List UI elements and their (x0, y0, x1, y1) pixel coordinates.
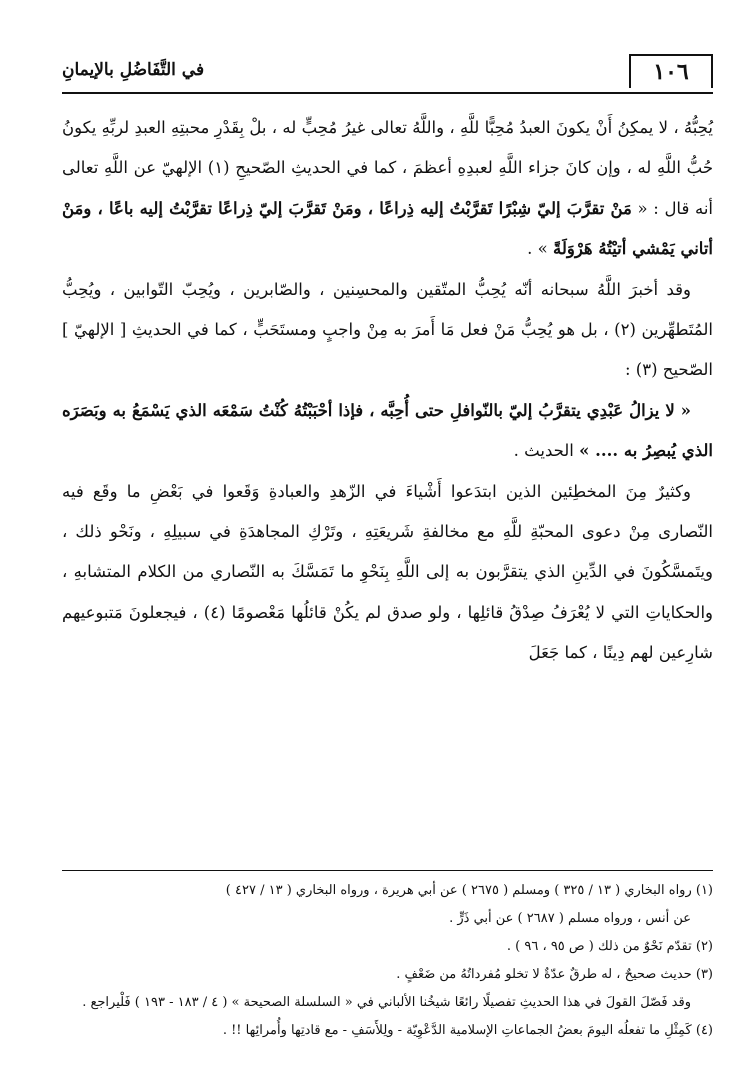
page-header (62, 48, 713, 94)
footnote-3-continued: وقد فَصّلَ القولَ في هذا الحديثِ تفصيلًا رائعًا شيخُنا الألباني في « السلسلة الصحيحة » ( ٤ / ١٨٣ - ١٩٣ ) فَلْيراجع . (82, 995, 691, 1010)
running-title: في التَّفَاضُلِ بالإيمانِ (62, 60, 205, 80)
paragraph-1-text: يُحِبُّهُ ، لا يمكِنُ أَنْ يكونَ العبدُ مُحِبًّا للَّهِ ، واللَّهُ تعالى غيرُ مُحِبٍّ له ، بلْ بِقَدْرِ محبتِهِ العبدِ لربِّهِ يكونُ حُبُّ اللَّهِ له ، وإن كانَ جزاء اللَّهِ لعبدِهِ أعظمَ ، كما في الحديثِ الصّحيحِ (١) الإلهيّ عن اللَّهِ تعالى أنه قال : « (62, 118, 714, 218)
paragraph-3-end: الحديث . (513, 441, 580, 461)
footnote-4: (٤) كَمِثْلِ ما تفعلُه اليومَ بعضُ الجماعاتِ الإسلامية الدَّعْوِيّة - ولِلأَسَفِ - مع قادتِها وأُمرائِها !! . (222, 1023, 713, 1038)
footnotes (62, 870, 713, 1045)
footnote-1-continued: عن أنس ، ورواه مسلم ( ٢٦٨٧ ) عن أبي ذَرٍّ . (449, 911, 691, 926)
main-text (62, 108, 713, 674)
paragraph-2: وقد أخبرَ اللَّهُ سبحانه أنّه يُحِبُّ المتّقين والمحسِنين ، والصّابرين ، ويُحِبّ التّوابين ، ويُحِبُّ المُتَطهِّرين (٢) ، بل هو يُحِبُّ مَنْ فعل مَا أَمرَ به مِنْ واجبٍ ومستَحَبٍّ ، كما في الحديثِ [ الإلهيّ ] الصّحيح (٣) : (62, 279, 713, 380)
paragraph-3 (62, 391, 713, 472)
footnote-2: (٢) تقدّم نَحْوٌ من ذلك ( ص ٩٥ ، ٩٦ ) . (506, 939, 713, 954)
paragraph-1-end: » . (527, 239, 553, 259)
hadith-quote-2: « لا يزالُ عَبْدِي يتقرَّبُ إليّ بالنّوافلِ حتى أُحِبَّه ، فإذا أحْبَبْتُهُ كُنْتُ سَمْعَه الذي يَسْمَعُ به وبَصَرَه الذي يُبصِرُ به .... » (62, 400, 713, 461)
paragraph-4: وكثيرٌ مِنَ المخطِئين الذين ابتدَعوا أَشْياءَ في الزّهدِ والعبادةِ وَقَعوا في بَعْضِ ما وقَع فيه النّصارى مِنْ دعوى المحبّةِ للَّهِ مع مخالفةِ شَريعَتِهِ ، وتَرْكِ المجاهدَةِ في سبيلِهِ ، ونَحْو ذلك ، ويتَمسَّكُونَ في الدِّينِ الذي يتقرَّبون به إلى اللَّهِ بِنَحْوِ ما تَمَسَّكَ به النّصاري من الكلام المتشابهِ ، والحكاياتِ التي لا يُعْرَفُ صِدْقُ قائلِها ، ولو صدق لم يكُنْ قائلُها مَعْصومًا (٤) ، فيجعلونَ مَتبوعيهم شارِعين لهم دِينًا ، كما جَعَلَ (62, 481, 713, 663)
footnote-1: (١) رواه البخاري ( ١٣ / ٣٢٥ ) ومسلم ( ٢٦٧٥ ) عن أبي هريرة ، ورواه البخاري ( ١٣ / ٤٢٧ ) (225, 883, 713, 898)
paragraph-1 (62, 108, 713, 270)
footnote-3: (٣) حديث صحيحٌ ، له طرقٌ عدّةٌ لا تخلو مُفرداتُهُ من ضَعْفٍ . (396, 967, 713, 982)
hadith-quote-1: مَنْ تقرَّبَ إليّ شِبْرًا تَقرَّبْتُ إليه ذِراعًا ، ومَنْ تَقرَّبَ إليّ ذِراعًا تقرَّبْتُ إليه باعًا ، ومَنْ أتاني يَمْشي أتيْتُهُ هَرْوَلَةً (62, 198, 713, 259)
page-number: ١٠٦ (629, 54, 713, 88)
